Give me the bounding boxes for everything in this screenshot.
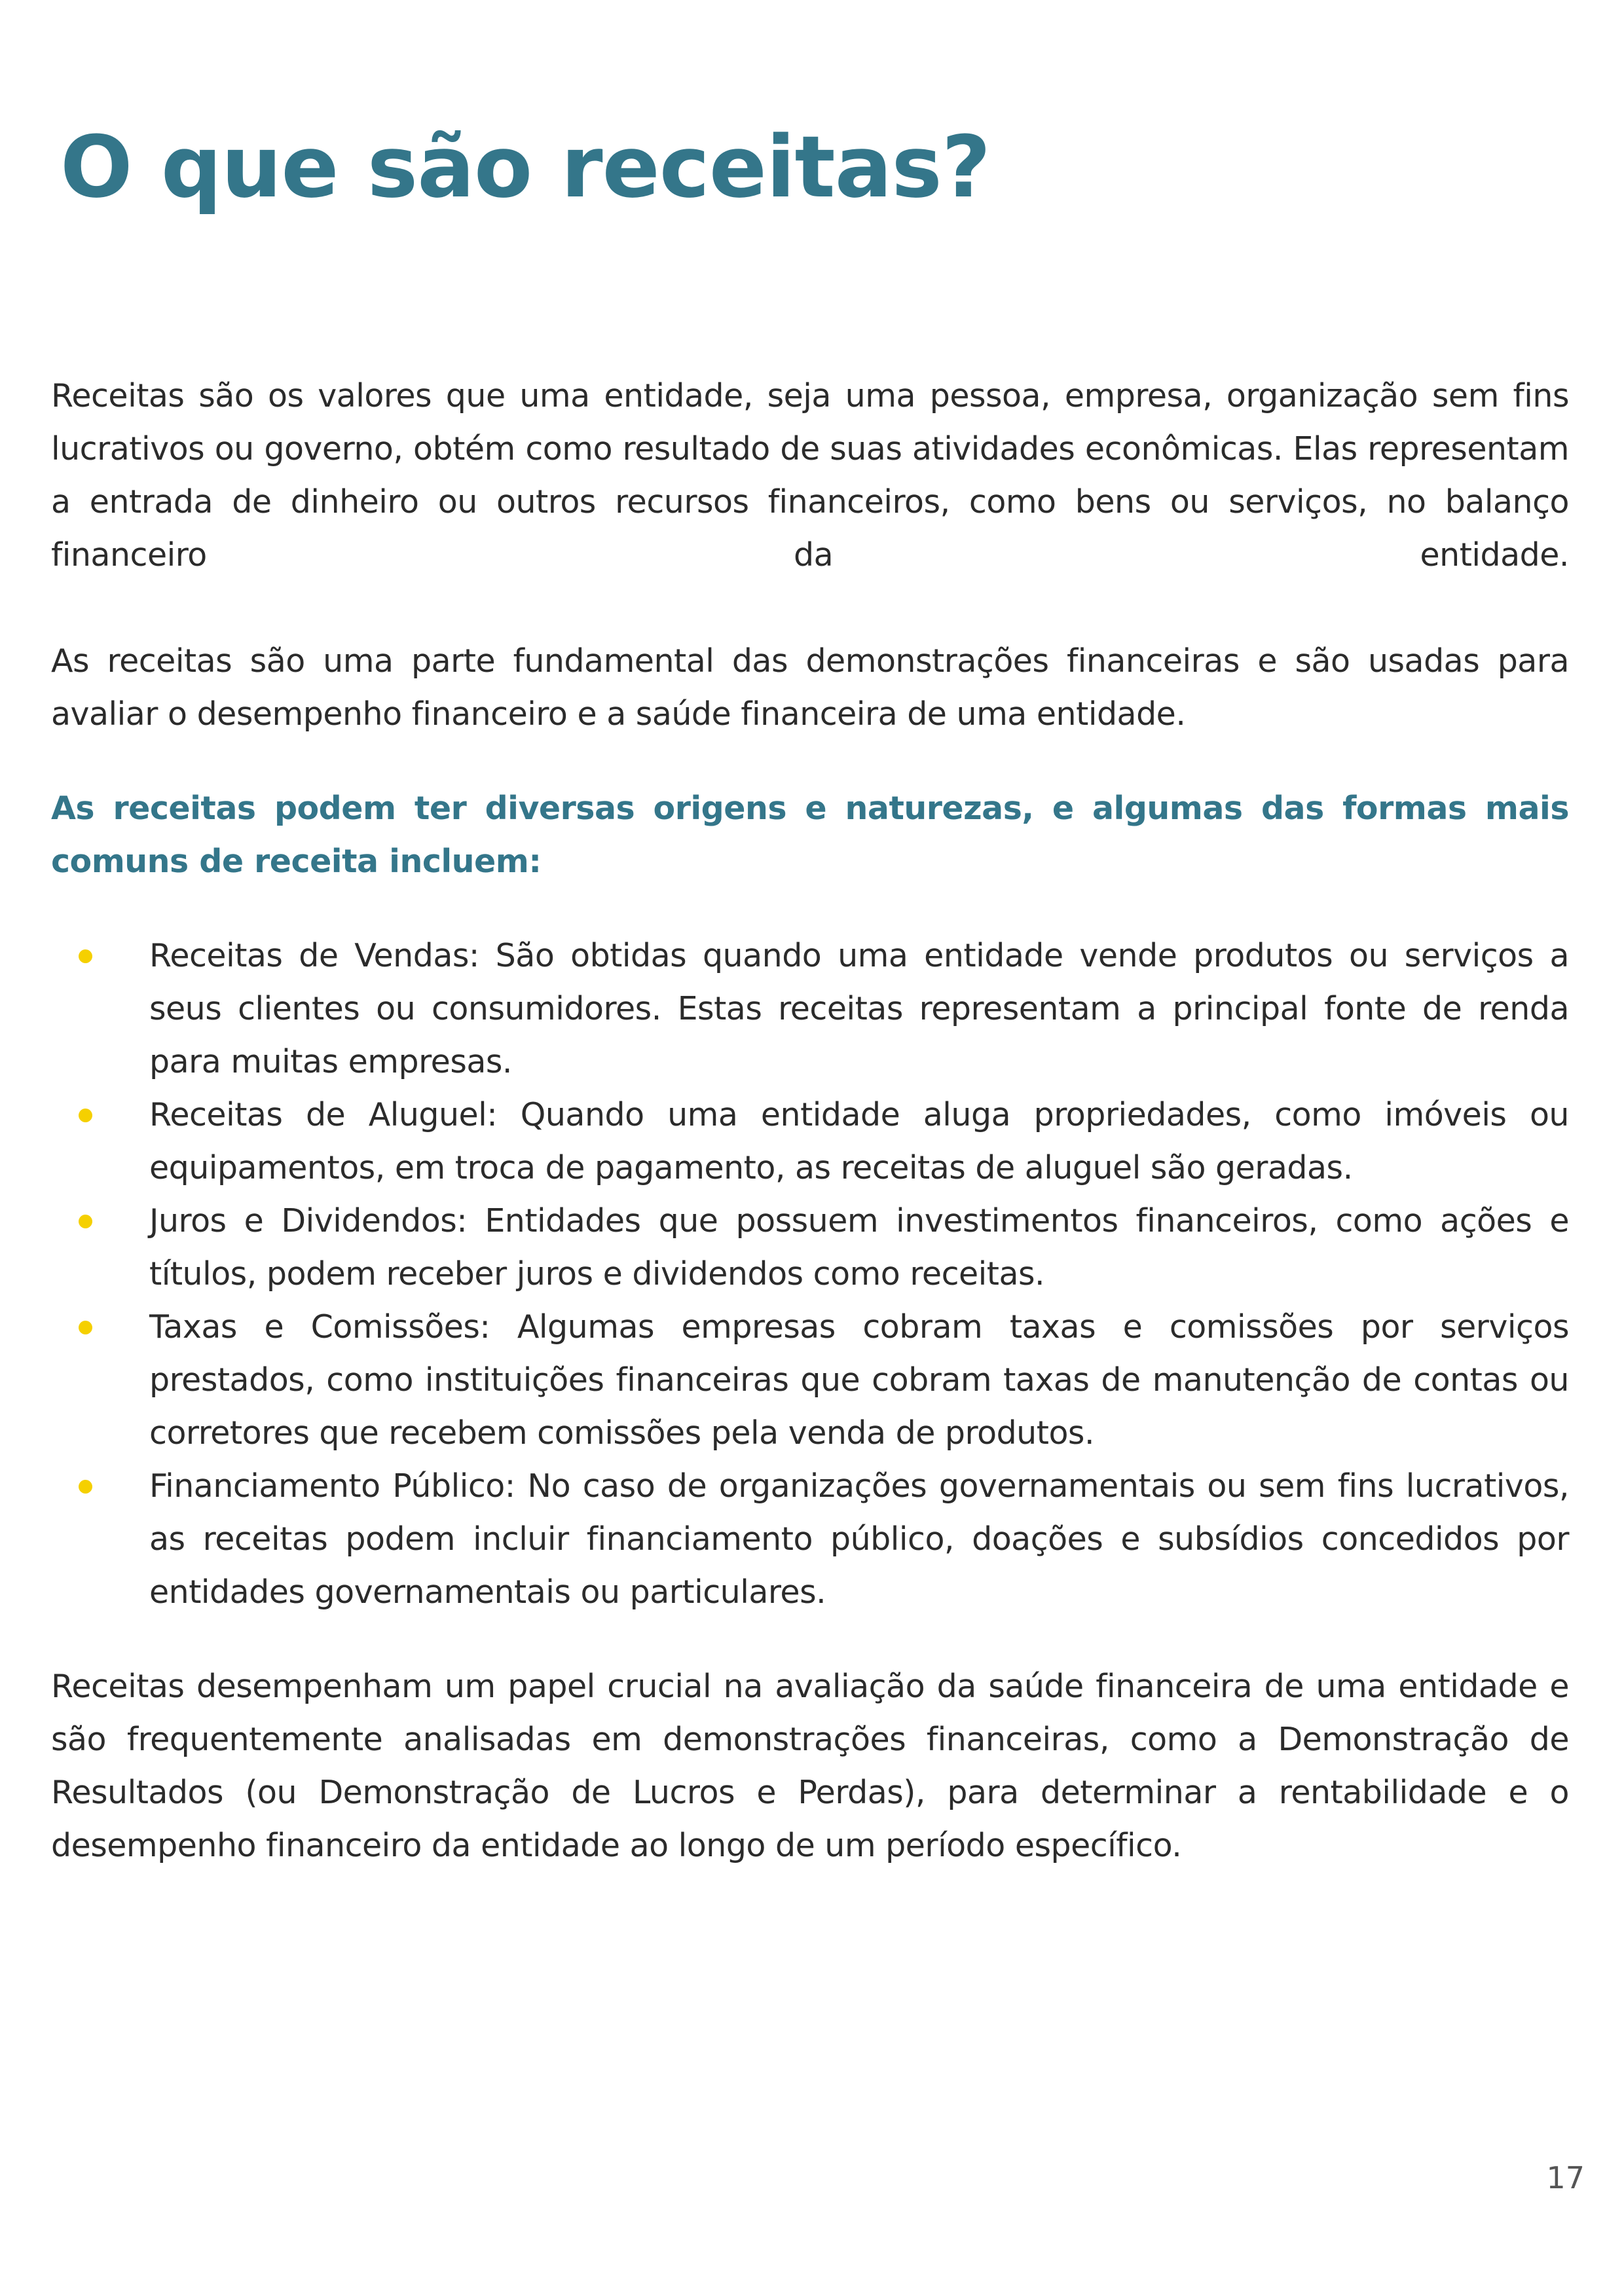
list-item [51, 1460, 1569, 1619]
list-item [51, 929, 1569, 1088]
page-title: O que são receitas? [60, 117, 991, 217]
list-item [51, 1194, 1569, 1300]
list-item-text: Receitas de Aluguel: Quando uma entidade aluga propriedades, como imóveis ou equipamentos, em troca de pagamento, as receitas de aluguel são geradas. [149, 1096, 1569, 1186]
bullet-dot-icon [79, 1321, 92, 1334]
bullet-dot-icon [79, 1215, 92, 1228]
conclusion-paragraph: Receitas desempenham um papel crucial na avaliação da saúde financeira de uma entidade e são frequentemente analisadas em demonstrações financeiras, como a Demonstração de Resultados (ou Demonstração de Lucros e Perdas), para determinar a rentabilidade e o desempenho financeiro da entidade ao longo de um período específico. [51, 1668, 1569, 1864]
list-item-text: Taxas e Comissões: Algumas empresas cobram taxas e comissões por serviços prestados, como instituições financeiras que cobram taxas de manutenção de contas ou corretores que recebem comissões pela venda de produtos. [149, 1308, 1569, 1452]
page-number: 17 [1546, 2160, 1585, 2195]
bullet-dot-icon [79, 949, 92, 963]
list-item-text: Financiamento Público: No caso de organizações governamentais ou sem fins lucrativos, as receitas podem incluir financiamento público, doações e subsídios concedidos por entidades governamentais ou particulares. [149, 1467, 1569, 1611]
intro-paragraph-2: As receitas são uma parte fundamental das demonstrações financeiras e são usadas para avaliar o desempenho financeiro e a saúde financeira de uma entidade. [51, 642, 1569, 733]
body-content [51, 369, 1569, 1872]
intro-paragraph-1: Receitas são os valores que uma entidade, seja uma pessoa, empresa, organização sem fins lucrativos ou governo, obtém como resultado de suas atividades econômicas. Elas representam a entrada de dinheiro ou outros recursos financeiros, como bens ou serviços, no balanço financeiro da entidade. [51, 377, 1569, 574]
highlight-paragraph: As receitas podem ter diversas origens e naturezas, e algumas das formas mais comuns de receita incluem: [51, 790, 1569, 880]
list-item [51, 1088, 1569, 1194]
bullet-dot-icon [79, 1109, 92, 1122]
list-item-text: Receitas de Vendas: São obtidas quando uma entidade vende produtos ou serviços a seus clientes ou consumidores. Estas receitas representam a principal fonte de renda para muitas empresas. [149, 937, 1569, 1080]
revenue-types-list [51, 929, 1569, 1619]
list-item-text: Juros e Dividendos: Entidades que possuem investimentos financeiros, como ações e títulos, podem receber juros e dividendos como receitas. [149, 1202, 1569, 1293]
bullet-dot-icon [79, 1480, 92, 1494]
list-item [51, 1300, 1569, 1460]
